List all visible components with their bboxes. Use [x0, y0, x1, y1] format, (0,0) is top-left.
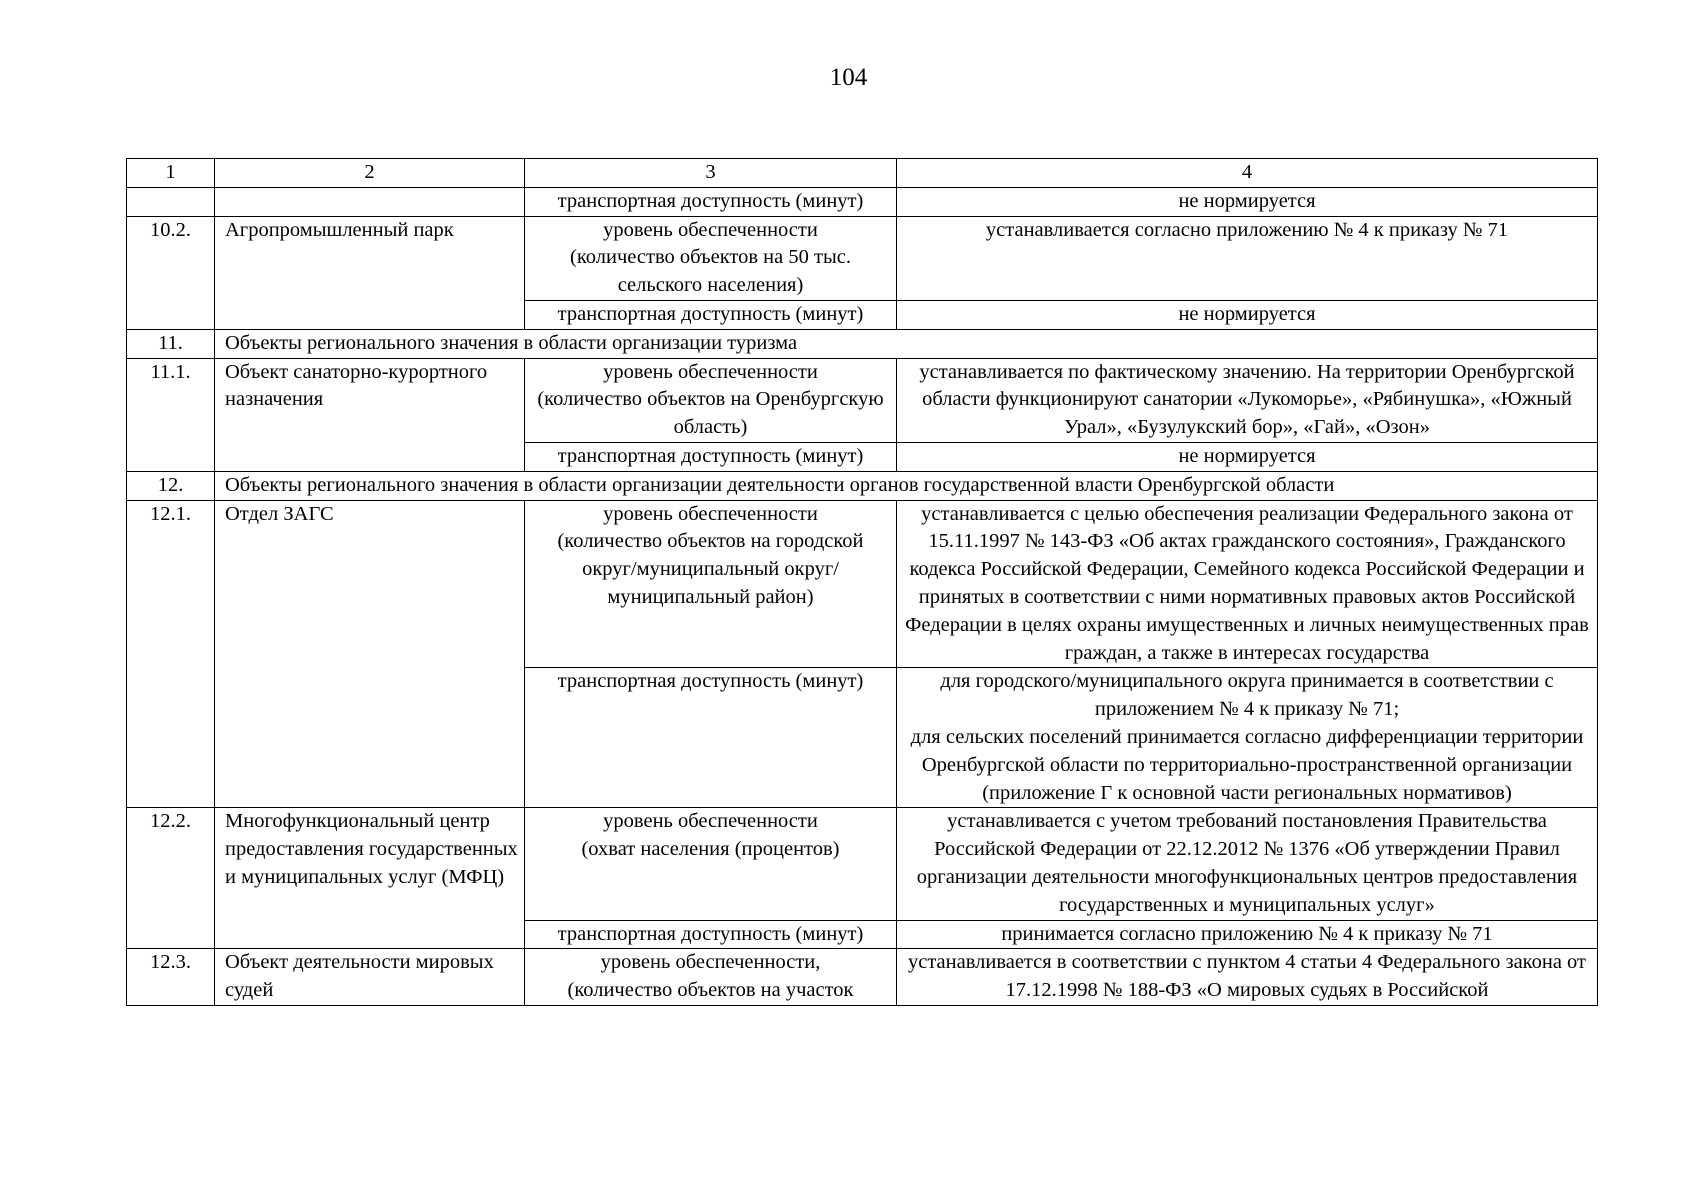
- indicator-cell: транспортная доступность (минут): [525, 920, 897, 949]
- value-cell: устанавливается в соответствии с пунктом 4 статьи 4 Федерального закона от 17.12.1998 № 188-ФЗ «О мировых судьях в Российской: [897, 949, 1598, 1006]
- table-row: [127, 500, 1598, 668]
- indicator-cell: транспортная доступность (минут): [525, 442, 897, 471]
- norms-table: [126, 158, 1598, 1006]
- table-row: [127, 808, 1598, 920]
- object-name-cell: Агропромышленный парк: [215, 216, 525, 329]
- section-row: [127, 329, 1598, 358]
- indicator-cell: транспортная доступность (минут): [525, 300, 897, 329]
- value-cell: устанавливается с целью обеспечения реализации Федерального закона от 15.11.1997 № 143-ФЗ «Об актах гражданского состояния», Гражданского кодекса Российской Федерации, Семейного кодекса Российской Федерации и принятых в соответствии с ними нормативных правовых актов Российской Федерации в целях охраны имущественных и личных неимущественных прав граждан, а также в интересах государства: [897, 500, 1598, 668]
- value-cell: не нормируется: [897, 442, 1598, 471]
- row-number-cell: 11.1.: [127, 358, 215, 471]
- table-row: [127, 216, 1598, 300]
- indicator-cell: уровень обеспеченности (количество объектов на Оренбургскую область): [525, 358, 897, 442]
- row-number-cell: [127, 187, 215, 216]
- row-number-cell: 12.2.: [127, 808, 215, 949]
- header-cell: 1: [127, 159, 215, 188]
- row-number-cell: 12.: [127, 471, 215, 500]
- section-row: [127, 471, 1598, 500]
- object-name-cell: Отдел ЗАГС: [215, 500, 525, 808]
- value-cell: не нормируется: [897, 187, 1598, 216]
- section-title-cell: Объекты регионального значения в области организации туризма: [215, 329, 1598, 358]
- indicator-cell: уровень обеспеченности, (количество объектов на участок: [525, 949, 897, 1006]
- row-number-cell: 11.: [127, 329, 215, 358]
- section-title-cell: Объекты регионального значения в области организации деятельности органов государственной власти Оренбургской области: [215, 471, 1598, 500]
- indicator-cell: уровень обеспеченности (количество объектов на городской округ/муниципальный округ/муниципальный район): [525, 500, 897, 668]
- object-name-cell: Многофункциональный центр предоставления государственных и муниципальных услуг (МФЦ): [215, 808, 525, 949]
- value-cell: принимается согласно приложению № 4 к приказу № 71: [897, 920, 1598, 949]
- header-cell: 3: [525, 159, 897, 188]
- indicator-cell: транспортная доступность (минут): [525, 668, 897, 808]
- value-cell: устанавливается согласно приложению № 4 к приказу № 71: [897, 216, 1598, 300]
- indicator-cell: транспортная доступность (минут): [525, 187, 897, 216]
- value-cell: устанавливается по фактическому значению. На территории Оренбургской области функционируют санатории «Лукоморье», «Рябинушка», «Южный Урал», «Бузулукский бор», «Гай», «Озон»: [897, 358, 1598, 442]
- value-cell: для городского/муниципального округа принимается в соответствии с приложением № 4 к приказу № 71; для сельских поселений принимается согласно дифференциации территории Оренбургской области по территориально-пространственной организации (приложение Г к основной части региональных нормативов): [897, 668, 1598, 808]
- row-number-cell: 10.2.: [127, 216, 215, 329]
- header-cell: 2: [215, 159, 525, 188]
- value-cell: устанавливается с учетом требований постановления Правительства Российской Федерации от 22.12.2012 № 1376 «Об утверждении Правил организации деятельности многофункциональных центров предоставления государственных и муниципальных услуг»: [897, 808, 1598, 920]
- table-row: [127, 949, 1598, 1006]
- object-name-cell: [215, 187, 525, 216]
- object-name-cell: Объект санаторно-курортного назначения: [215, 358, 525, 471]
- indicator-cell: уровень обеспеченности (охват населения (процентов): [525, 808, 897, 920]
- page-number: 104: [829, 64, 868, 91]
- header-cell: 4: [897, 159, 1598, 188]
- indicator-cell: уровень обеспеченности (количество объектов на 50 тыс. сельского населения): [525, 216, 897, 300]
- table-row: [127, 187, 1598, 216]
- value-cell: не нормируется: [897, 300, 1598, 329]
- row-number-cell: 12.1.: [127, 500, 215, 808]
- table-header-row: [127, 159, 1598, 188]
- table-row: [127, 358, 1598, 442]
- row-number-cell: 12.3.: [127, 949, 215, 1006]
- object-name-cell: Объект деятельности мировых судей: [215, 949, 525, 1006]
